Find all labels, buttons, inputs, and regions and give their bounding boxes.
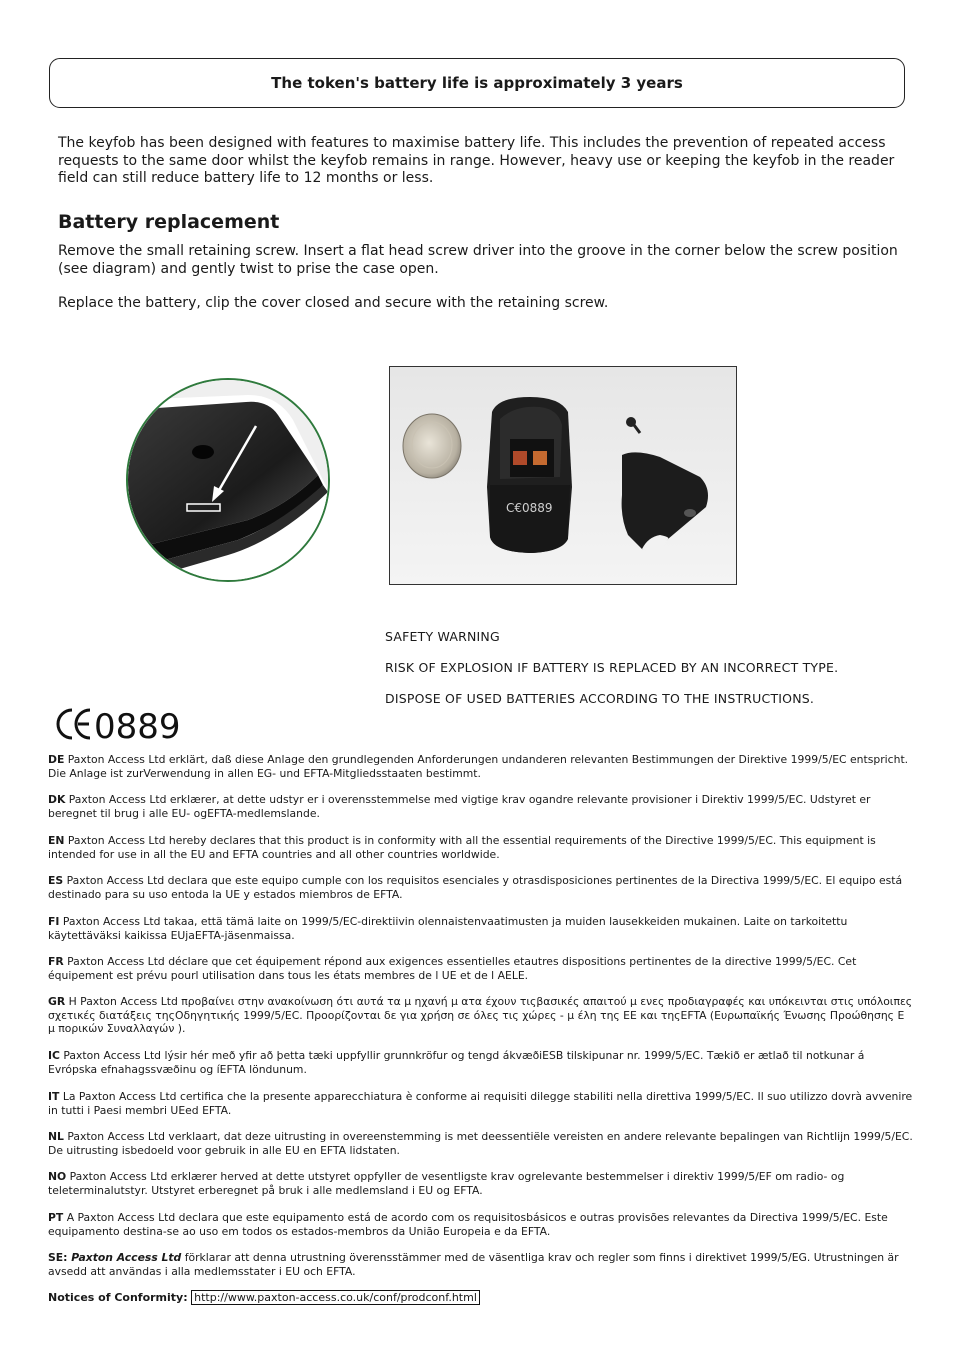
declaration-es: ES Paxton Access Ltd declara que este equipo cumple con los requisitos esenciales y otrasdisposiciones pertinentes de la Directiva 1999/5/EC. El equipo está destinado para su uso entoda la UE y estados miembros de EFTA. — [48, 874, 903, 901]
declaration-fr: FR Paxton Access Ltd déclare que cet équipement répond aux exigences essentielles etautres dispositions pertinentes de la directive 1999/5/EC. Cet équipement est prévu pourl utilisation dans tous les états membres de l UE et de l AELE. — [48, 955, 857, 982]
keyfob-parts-illustration — [390, 367, 737, 585]
ce-number: 0889 — [94, 707, 181, 744]
battery-life-text: The token's battery life is approximately 3 years — [271, 74, 683, 92]
declaration-gr: GR Η Paxton Access Ltd προβαίνει στην ανακοίνωση ότι αυτά τα μ ηχανή μ ατα έχουν τιςβασικές απαιτού μ ενες προδιαγραφές και υπόκεινται στις υπόλοιπες σχετικές διατάξεις τηςΟδηγητικής 1999/5/EC. Προορίζονται δε για χρήση σε όλες τις χώρες - μ έλη της ΕΕ και τηςEFTA (Ευρωπαϊκής Ένωσης Προώθησης Ε μ πορικών Συναλλαγών ). — [48, 995, 913, 1035]
declaration-no: NO Paxton Access Ltd erklærer herved at dette utstyret oppfyller de vesentligste krav ogrelevante bestemmelser i direktiv 1999/5/EF om radio- og teleterminalutstyr. Utstyret erberegnet på bruk i alle medlemsland i EU og EFTA. — [48, 1170, 845, 1197]
declaration-de: DE Paxton Access Ltd erklärt, daß diese Anlage den grundlegenden Anforderungen undanderen relevanten Bestimmungen der Direktive 1999/5/EC entspricht. Die Anlage ist zurVerwendung in allen EG- und EFTA-Mitgliedsstaaten bestimmt. — [48, 753, 909, 780]
declaration-it: IT La Paxton Access Ltd certifica che la presente apparecchiatura è conforme ai requisiti dilegge stabiliti nella direttiva 1999/5/EC. Il suo utilizzo dovrà avvenire in tutti i Paesi membri UEed EFTA. — [48, 1090, 913, 1117]
safety-warning-line-2: DISPOSE OF USED BATTERIES ACCORDING TO THE INSTRUCTIONS. — [385, 691, 815, 706]
declaration-fi: FI Paxton Access Ltd takaa, että tämä laite on 1999/5/EC-direktiivin olennaistenvaatimusten ja muiden lausekkeiden mukainen. Laite on tarkoitettu käytettäväksi kaikissa EUjaEFTA-jäsenmaissa. — [48, 915, 848, 942]
conformity-link[interactable]: http://www.paxton-access.co.uk/conf/prodconf.html — [191, 1290, 480, 1305]
declaration-dk: DK Paxton Access Ltd erklærer, at dette udstyr er i overensstemmelse med vigtige krav ogandre relevante provisioner i Direktiv 1999/5/EC. Udstyret er beregnet til brug i alle EU- ogEFTA-medlemslande. — [48, 793, 871, 820]
replacement-step-1: Remove the small retaining screw. Insert a flat head screw driver into the groove in the corner below the screw position (see diagram) and gently twist to prise the case open. — [58, 243, 898, 277]
safety-warning-title: SAFETY WARNING — [385, 629, 500, 644]
closeup-photo-illustration — [128, 380, 330, 582]
declaration-nl: NL Paxton Access Ltd verklaart, dat deze uitrusting in overeenstemming is met deessentiële vereisten en andere relevante bepalingen van Richtlijn 1999/5/EC. De uitrusting isbedoeld voor gebruik in alle EU en EFTA lidstaten. — [48, 1130, 913, 1157]
battery-replacement-heading: Battery replacement — [58, 211, 280, 233]
declaration-en: EN Paxton Access Ltd hereby declares that this product is in conformity with all the essential requirements of the Directive 1999/5/EC. This equipment is intended for use in all the EU and EFTA countries and all other countries worldwide. — [48, 834, 876, 861]
declaration-se: SE: Paxton Access Ltd förklarar att denna utrustning överensstämmer med de väsentliga krav och regler som finns i direktivet 1999/5/EG. Utrustningen är avsedd att användas i alla medlemsstater i EU och EFTA. — [48, 1251, 899, 1278]
opened-keyfob-photo — [389, 366, 737, 585]
battery-life-banner — [49, 58, 905, 108]
safety-warning-line-1: RISK OF EXPLOSION IF BATTERY IS REPLACED BY AN INCORRECT TYPE. — [385, 660, 839, 675]
replacement-step-2: Replace the battery, clip the cover closed and secure with the retaining screw. — [58, 295, 609, 311]
declaration-ic: IC Paxton Access Ltd lýsir hér með yfir að þetta tæki uppfyllir grunnkröfur og tengd ákvæðiESB tilskipunar nr. 1999/5/EC. Tækið er ætlað til notkunar á Evrópska efnahagssvæðinu og íEFTA löndunum. — [48, 1049, 865, 1076]
ce-mark — [52, 704, 192, 748]
declaration-pt: PT A Paxton Access Ltd declara que este equipamento está de acordo com os requisitosbásicos e outras provisões relevantes da Directiva 1999/5/EC. Este equipamento destina-se ao uso em todos os estados-membros da União Europeia e da EFTA. — [48, 1211, 888, 1238]
fob-ce-label: C€0889 — [506, 501, 553, 515]
notices-label: Notices of Conformity: — [48, 1291, 188, 1304]
screw-closeup-diagram — [126, 378, 330, 582]
notices-of-conformity — [48, 1291, 480, 1304]
ce-logo — [52, 704, 192, 744]
intro-paragraph: The keyfob has been designed with features to maximise battery life. This includes the prevention of repeated access requests to the same door whilst the keyfob remains in range. However, heavy use or keeping the keyfob in the reader field can still reduce battery life to 12 months or less. — [58, 135, 895, 186]
